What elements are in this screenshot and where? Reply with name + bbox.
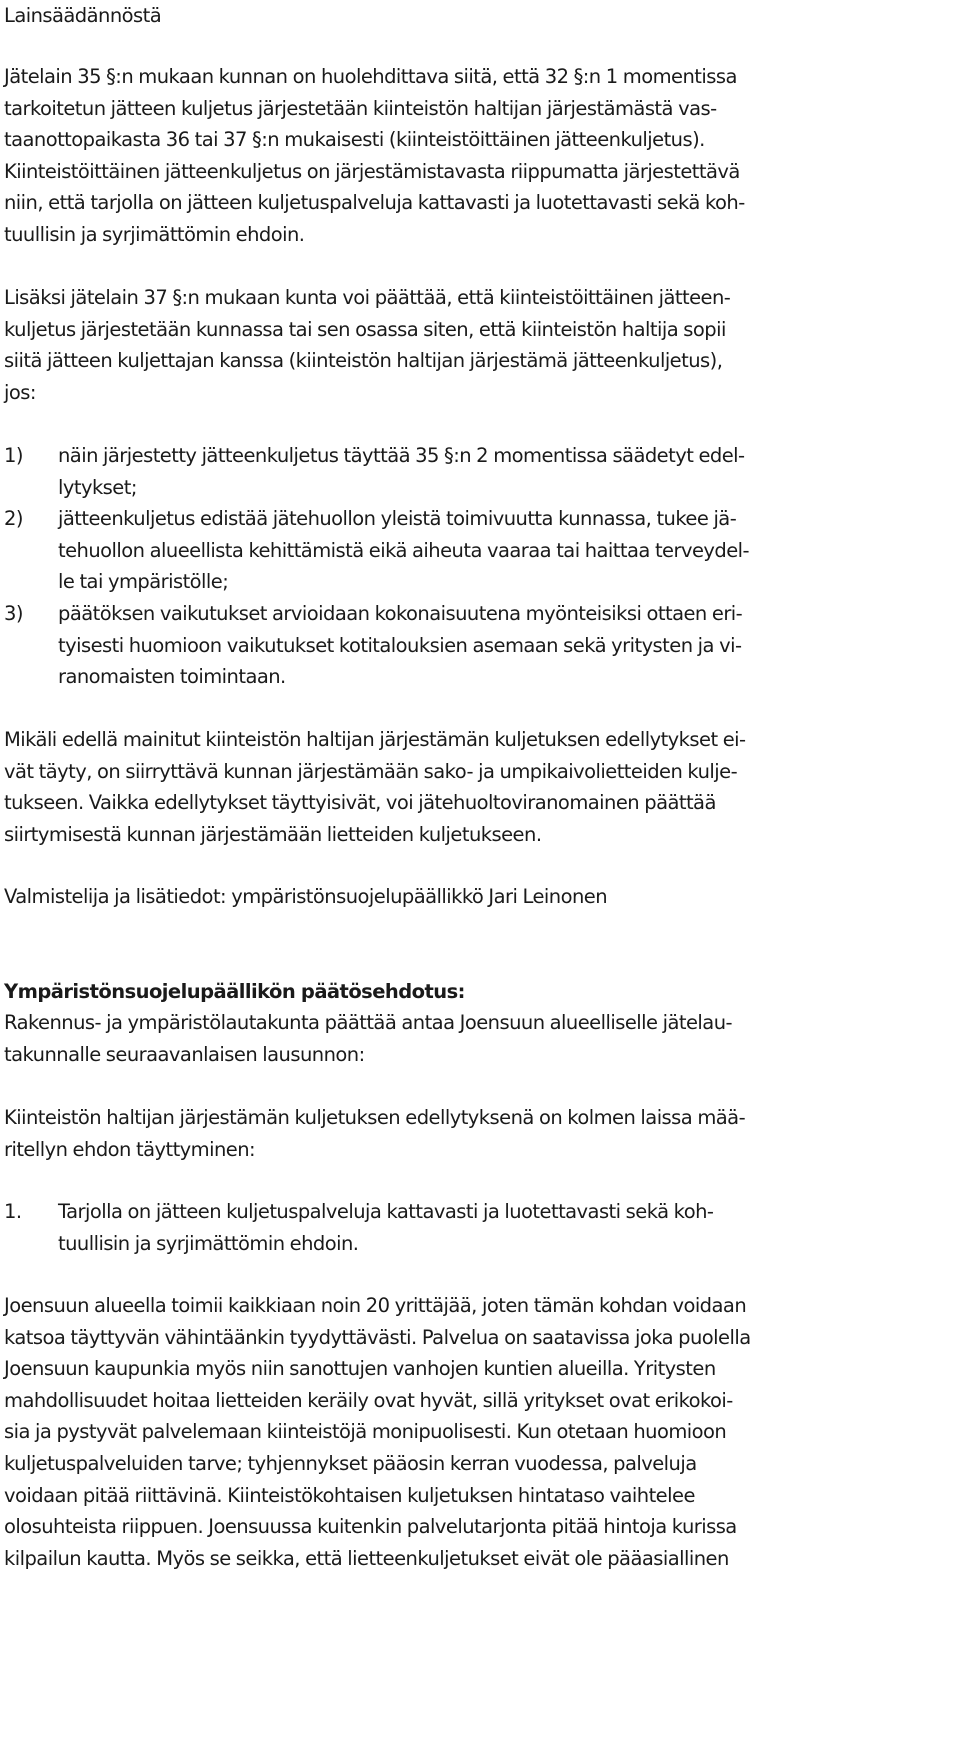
text-line: katsoa täyttyvän vähintäänkin tyydyttävästi. Palvelua on saatavissa joka puolella bbox=[4, 1325, 751, 1349]
text-line: Lisäksi jätelain 37 §:n mukaan kunta voi päättää, että kiinteistöittäinen jätteen- bbox=[4, 286, 731, 309]
text-line: vät täyty, on siirryttävä kunnan järjestämään sako- ja umpikaivolietteiden kulje- bbox=[4, 759, 738, 783]
text-line: taanottopaikasta 36 tai 37 §:n mukaisesti (kiinteistöittäinen jätteenkuljetus). bbox=[4, 128, 705, 152]
paragraph-conditions-not-met bbox=[4, 724, 746, 850]
text-line: tuullisin ja syrjimättömin ehdoin. bbox=[4, 222, 305, 246]
text-line: ritellyn ehdon täyttyminen: bbox=[4, 1137, 256, 1161]
text-line: lytykset; bbox=[58, 475, 137, 499]
text-line: niin, että tarjolla on jätteen kuljetuspalveluja kattavasti ja luotettavasti sekä koh- bbox=[4, 191, 745, 215]
text-line: voidaan pitää riittävinä. Kiinteistökohtaisen kuljetuksen hintataso vaihtelee bbox=[4, 1483, 695, 1507]
paragraph-three-conditions bbox=[4, 1102, 745, 1165]
text-line: jos: bbox=[4, 380, 36, 404]
text-line: tyisesti huomioon vaikutukset kotitalouksien asemaan sekä yritysten ja vi- bbox=[58, 633, 742, 657]
text-line: tuullisin ja syrjimättömin ehdoin. bbox=[58, 1231, 359, 1255]
condition-number: 2) bbox=[4, 507, 23, 530]
text-line: ranomaisten toimintaan. bbox=[58, 665, 286, 689]
text-line: Jätelain 35 §:n mukaan kunnan on huolehdittava siitä, että 32 §:n 1 momentissa bbox=[4, 65, 737, 88]
paragraph-waste-act-35 bbox=[4, 61, 745, 251]
text-line: tehuollon alueellista kehittämistä eikä aiheuta vaaraa tai haittaa terveydel- bbox=[58, 538, 750, 562]
text-line: Tarjolla on jätteen kuljetuspalveluja kattavasti ja luotettavasti sekä koh- bbox=[58, 1200, 714, 1223]
condition-number: 1) bbox=[4, 444, 23, 467]
text-line: mahdollisuudet hoitaa lietteiden keräily ovat hyvät, sillä yritykset ovat erikokoi- bbox=[4, 1388, 733, 1412]
text-line: tarkoitetun jätteen kuljetus järjestetään kiinteistön haltijan järjestämästä vas- bbox=[4, 96, 717, 120]
proposal-text bbox=[4, 1007, 732, 1070]
condition-number: 3) bbox=[4, 602, 23, 625]
text-line: Joensuun kaupunkia myös niin sanottujen vanhojen kuntien alueilla. Yritysten bbox=[4, 1357, 716, 1381]
text-line: tukseen. Vaikka edellytykset täyttyisivät, voi jätehuoltoviranomainen päättää bbox=[4, 791, 716, 815]
paragraph-waste-act-37 bbox=[4, 282, 730, 408]
text-line: kilpailun kautta. Myös se seikka, että lietteenkuljetukset eivät ole pääasiallinen bbox=[4, 1546, 729, 1570]
text-line: päätöksen vaikutukset arvioidaan kokonaisuutena myönteisiksi ottaen eri- bbox=[58, 602, 743, 625]
text-line: kuljetus järjestetään kunnassa tai sen osassa siten, että kiinteistön haltija sopii bbox=[4, 317, 726, 341]
text-line: Kiinteistöittäinen jätteenkuljetus on järjestämistavasta riippumatta järjestettävä bbox=[4, 159, 740, 183]
text-line: kuljetuspalveluiden tarve; tyhjennykset pääosin kerran vuodessa, palveluja bbox=[4, 1451, 697, 1475]
text-line: Kiinteistön haltijan järjestämän kuljetuksen edellytyksenä on kolmen laissa mää- bbox=[4, 1106, 746, 1129]
proposal-heading: Ympäristönsuojelupäällikön päätösehdotus: bbox=[4, 980, 465, 1003]
text-line: Mikäli edellä mainitut kiinteistön haltijan järjestämän kuljetuksen edellytykset ei- bbox=[4, 728, 746, 751]
text-line: le tai ympäristölle; bbox=[58, 570, 229, 594]
text-line: Rakennus- ja ympäristölautakunta päättää antaa Joensuun alueelliselle jätelau- bbox=[4, 1011, 732, 1034]
text-line: olosuhteista riippuen. Joensuussa kuitenkin palvelutarjonta pitää hintoja kurissa bbox=[4, 1515, 737, 1539]
preparer-line: Valmistelija ja lisätiedot: ympäristönsuojelupäällikkö Jari Leinonen bbox=[4, 885, 608, 908]
paragraph-joensuu-assessment bbox=[4, 1290, 751, 1574]
text-line: jätteenkuljetus edistää jätehuollon yleistä toimivuutta kunnassa, tukee jä- bbox=[58, 507, 737, 530]
text-line: siitä jätteen kuljettajan kanssa (kiinteistön haltijan järjestämä jätteenkuljetus), bbox=[4, 349, 723, 373]
text-line: takunnalle seuraavanlaisen lausunnon: bbox=[4, 1042, 365, 1066]
criterion-number: 1. bbox=[4, 1200, 22, 1223]
text-line: näin järjestetty jätteenkuljetus täyttää 35 §:n 2 momentissa säädetyt edel- bbox=[58, 444, 745, 467]
text-line: siirtymisestä kunnan järjestämään lietteiden kuljetukseen. bbox=[4, 822, 542, 846]
text-line: Joensuun alueella toimii kaikkiaan noin 20 yrittäjää, joten tämän kohdan voidaan bbox=[4, 1294, 747, 1317]
section-title: Lainsäädännöstä bbox=[4, 4, 162, 27]
text-line: sia ja pystyvät palvelemaan kiinteistöjä monipuolisesti. Kun otetaan huomioon bbox=[4, 1420, 727, 1444]
